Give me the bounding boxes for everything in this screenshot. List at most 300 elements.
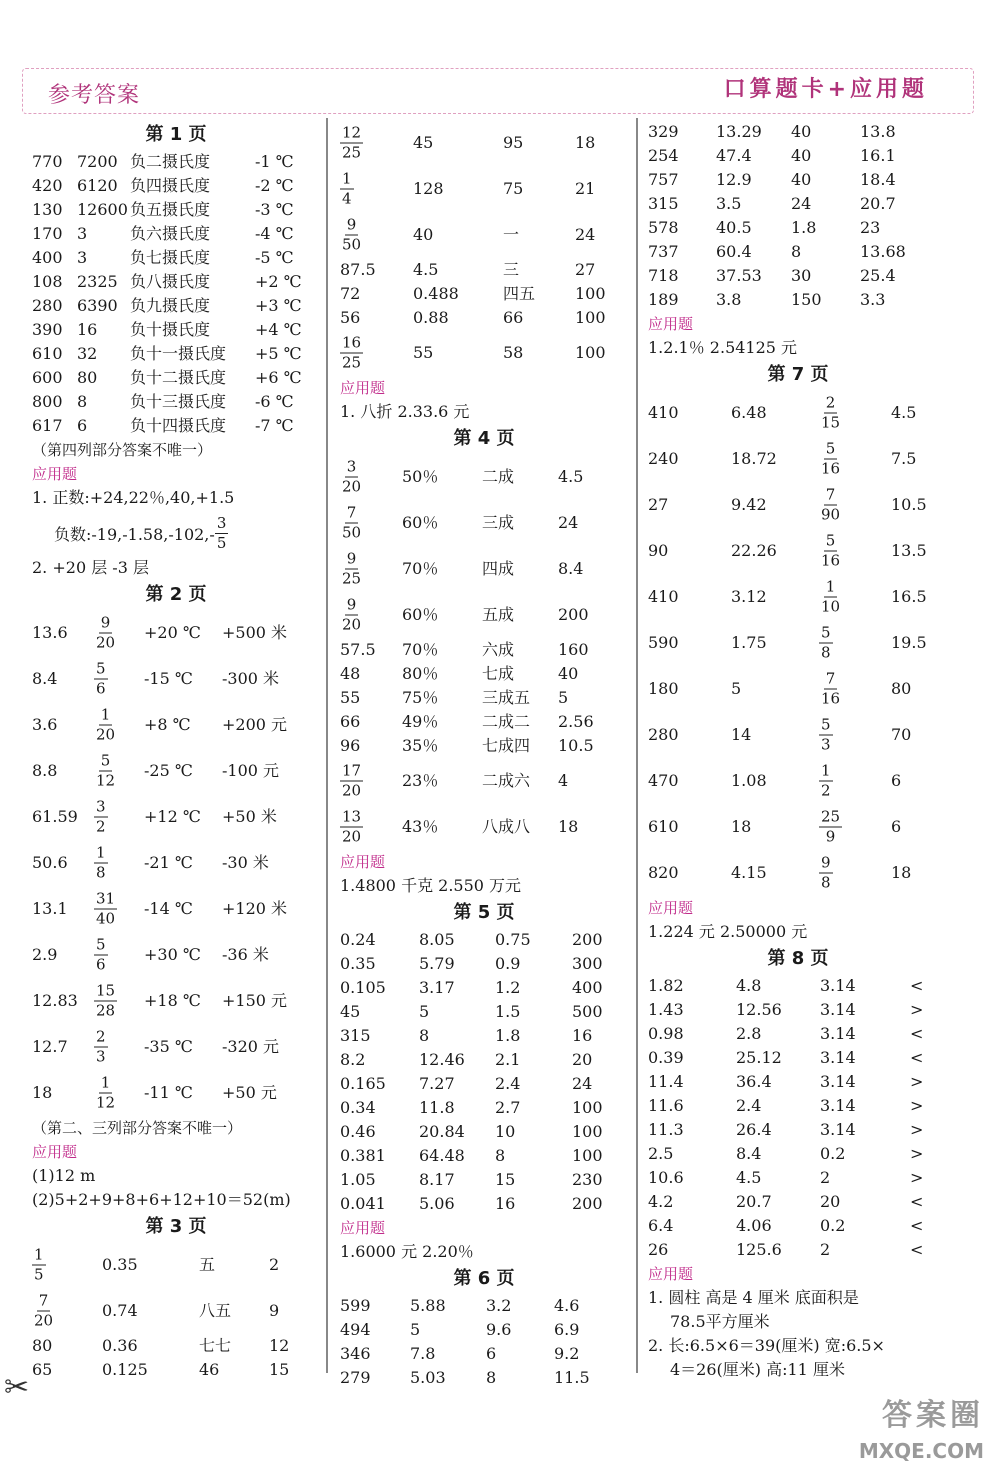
table-cell: 八成八 [482,817,531,837]
table-cell: 七七 [199,1336,232,1356]
table-cell: 5.03 [410,1368,446,1388]
table-row [340,1000,628,1024]
table-cell: 0.2 [820,1216,846,1236]
table-row [648,1094,948,1118]
table-cell: 6.9 [554,1320,580,1340]
table-cell: 4.6 [554,1296,580,1316]
table-cell: +2 ℃ [255,272,302,292]
table-cell: > [910,1120,924,1140]
fraction [94,1027,108,1066]
table-cell: 125.6 [736,1240,782,1260]
table-cell: 72 [340,284,361,304]
table-cell: 12.56 [736,1000,782,1020]
fraction [340,503,363,542]
answer-table [32,610,320,1116]
table-cell: 189 [648,290,679,310]
fraction [94,797,108,836]
table-cell: > [910,1000,924,1020]
table-cell: +20 ℃ [144,623,201,643]
table-cell: 75 [503,179,524,199]
table-cell: 280 [648,725,679,745]
table-row [648,712,948,758]
page-title: 第 2 页 [145,584,207,605]
denominator: 20 [96,633,116,652]
table-cell: 40 [413,225,434,245]
table-row [340,500,628,546]
table-row [648,144,948,168]
table-cell: 15 [269,1360,290,1380]
table-cell: 60％ [402,513,439,533]
table-cell: 240 [648,449,679,469]
app-section-label: 应用题 [648,1265,694,1283]
table-cell: 8 [486,1368,497,1388]
table-cell: 0.9 [495,954,521,974]
table-cell: 280 [32,296,63,316]
table-cell: 3 [77,248,88,268]
fraction [819,531,842,570]
numerator: 7 [38,1291,49,1310]
table-cell: 128 [413,179,444,199]
answer-table [340,1294,628,1390]
watermark [859,1395,984,1465]
table-cell: +5 ℃ [255,344,302,364]
table-cell: 230 [572,1170,603,1190]
table-cell: < [910,1192,924,1212]
denominator: 8 [96,863,106,882]
numerator: 7 [825,669,836,688]
table-cell: 9.2 [554,1344,580,1364]
table-cell: 二成二 [482,712,531,732]
table-cell: 16.5 [891,587,927,607]
table-cell: 200 [558,605,589,625]
table-row [648,1238,948,1262]
table-row [340,454,628,500]
table-cell: -5 ℃ [255,248,294,268]
table-cell: 1.08 [731,771,767,791]
table-cell: 20.7 [736,1192,772,1212]
table-cell: -2 ℃ [255,176,294,196]
numerator: 3 [346,457,357,476]
table-cell: 8.4 [32,669,58,689]
table-cell: 60％ [402,605,439,625]
fraction [819,669,842,708]
numerator: 1 [342,169,352,188]
table-cell: 13.8 [860,122,896,142]
table-cell: 4.5 [558,467,584,487]
table-row [648,264,948,288]
table-cell: 3.14 [820,1120,856,1140]
table-row [648,1046,948,1070]
table-cell: 4.8 [736,976,762,996]
table-cell: 五 [199,1255,216,1275]
table-cell: 590 [648,633,679,653]
table-cell: < [910,1216,924,1236]
table-row [340,976,628,1000]
table-cell: 26.4 [736,1120,772,1140]
table-cell: 170 [32,224,63,244]
table-row [32,702,320,748]
table-cell: 七成 [482,664,515,684]
table-cell: 130 [32,200,63,220]
app-answer: 4＝26(厘米) 高:11 厘米 [670,1360,845,1379]
table-row [32,794,320,840]
table-row [648,216,948,240]
table-cell: 2.9 [32,945,58,965]
table-cell: < [910,1240,924,1260]
table-cell: 1.5 [495,1002,521,1022]
table-cell: 6.48 [731,403,767,423]
table-cell: 21 [575,179,596,199]
table-cell: 0.2 [820,1144,846,1164]
denominator: 3 [96,1047,106,1066]
answer-table [340,454,628,850]
table-row [648,666,948,712]
table-cell: 36.4 [736,1072,772,1092]
table-cell: 49％ [402,712,439,732]
table-cell: 0.34 [340,1098,376,1118]
watermark-logo-text: 答案圈 [882,1398,984,1433]
table-cell: 37.53 [716,266,762,286]
table-cell: 五成 [482,605,515,625]
fraction [819,577,842,616]
app-answer: 1.4800 千克 2.550 万元 [340,876,522,895]
denominator: 25 [342,143,362,162]
table-cell: 15 [495,1170,516,1190]
table-cell: 7200 [77,152,118,172]
table-cell: 0.165 [340,1074,386,1094]
page-title: 第 1 页 [145,124,207,145]
table-cell: 95 [503,133,524,153]
table-row [648,436,948,482]
numerator: 9 [100,613,111,632]
app-section-label: 应用题 [648,315,694,333]
table-cell: 3.14 [820,1072,856,1092]
fraction [94,889,117,928]
table-cell: 1.8 [791,218,817,238]
table-cell: 8 [791,242,802,262]
table-cell: 757 [648,170,679,190]
table-cell: 66 [340,712,361,732]
table-cell: 346 [340,1344,371,1364]
table-cell: 24 [558,513,579,533]
table-cell: 一 [503,225,520,245]
table-cell: -21 ℃ [144,853,193,873]
table-row [648,528,948,574]
app-answer: 1. 正数:+24,22％,40,+1.5 [32,488,235,507]
table-cell: -1 ℃ [255,152,294,172]
fraction [94,935,108,974]
watermark-url: MXQE.COM [858,1439,984,1463]
app-answer: 1.224 元 2.50000 元 [648,922,808,941]
fraction [819,485,842,524]
table-row [32,246,320,270]
table-cell: 8 [77,392,88,412]
numerator: 31 [96,889,116,908]
numerator: 5 [825,439,836,458]
table-cell: 315 [340,1026,371,1046]
table-cell: 500 [572,1002,603,1022]
table-cell: 60.4 [716,242,752,262]
table-cell: 2.4 [736,1096,762,1116]
table-row [32,1024,320,1070]
table-cell: +120 米 [222,899,288,919]
table-row [32,150,320,174]
table-row [340,212,628,258]
table-cell: 负五摄氏度 [130,200,211,220]
table-row [32,932,320,978]
table-cell: 2.1 [495,1050,521,1070]
numerator: 16 [342,333,362,352]
table-cell: 负十三摄氏度 [130,392,227,412]
table-cell: 3.2 [486,1296,512,1316]
app-answer: 2. 长:6.5×6＝39(厘米) 宽:6.5× [648,1336,885,1355]
table-cell: 3.14 [820,1096,856,1116]
numerator: 1 [96,843,106,862]
fraction: $\frac{3}{5}$ [216,513,227,552]
table-cell: 14 [731,725,752,745]
table-cell: 0.98 [648,1024,684,1044]
table-cell: 11.8 [419,1098,455,1118]
numerator: 7 [346,503,357,522]
table-cell: 254 [648,146,679,166]
table-row [340,638,628,662]
table-row [32,366,320,390]
table-cell: 8.17 [419,1170,455,1190]
app-answer-text: 负数:-19,-1.58,-102,- [54,524,215,544]
answer-column-2 [340,120,628,1390]
table-cell: 8.05 [419,930,455,950]
denominator: 16 [821,689,841,708]
table-cell: 1.05 [340,1170,376,1190]
table-cell: 13.29 [716,122,762,142]
table-row [340,166,628,212]
table-cell: 八五 [199,1301,232,1321]
table-cell: 24 [575,225,596,245]
denominator: 16 [821,459,841,478]
table-row [32,198,320,222]
note: （第二、三列部分答案不唯一） [32,1119,243,1137]
table-cell: 3.5 [716,194,742,214]
table-cell: 470 [648,771,679,791]
table-row [32,1242,320,1288]
table-cell: -11 ℃ [144,1083,193,1103]
numerator: 9 [346,215,357,234]
denominator: 16 [821,551,841,570]
table-cell: 55 [413,343,434,363]
denominator: 20 [342,615,362,634]
table-cell: 20.84 [419,1122,465,1142]
table-row [32,748,320,794]
table-cell: 61.59 [32,807,78,827]
table-row [648,1022,948,1046]
table-cell: 10 [495,1122,516,1142]
table-cell: 10.5 [891,495,927,515]
table-cell: < [910,1048,924,1068]
denominator: 12 [96,771,116,790]
table-cell: 6390 [77,296,118,316]
table-cell: +8 ℃ [144,715,191,735]
numerator: 25 [821,807,841,826]
table-row [340,1144,628,1168]
table-cell: 4 [558,771,569,791]
app-answer: (1)12 m [32,1166,96,1185]
table-cell: 24 [572,1074,593,1094]
app-section-label: 应用题 [32,1143,78,1161]
table-cell: 6 [891,771,902,791]
table-cell: 617 [32,416,63,436]
table-cell: 11.6 [648,1096,684,1116]
table-row [648,804,948,850]
numerator: 17 [342,761,362,780]
table-cell: 55 [340,688,361,708]
table-cell: 8 [419,1026,430,1046]
table-cell: 64.48 [419,1146,465,1166]
app-answer: 1. 圆柱 高是 4 厘米 底面积是 [648,1288,859,1307]
table-cell: 4.06 [736,1216,772,1236]
table-cell: 400 [32,248,63,268]
app-answer: 1.6000 元 2.20％ [340,1242,474,1261]
table-cell: 9.6 [486,1320,512,1340]
table-cell: 18 [558,817,579,837]
table-cell: 43％ [402,817,439,837]
table-cell: 718 [648,266,679,286]
table-cell: 70％ [402,559,439,579]
table-cell: 5 [419,1002,430,1022]
fraction [340,169,354,208]
table-cell: 1.2 [495,978,521,998]
fraction [94,659,108,698]
table-cell: 610 [32,344,63,364]
table-cell: 46 [199,1360,220,1380]
table-cell: 11.5 [554,1368,590,1388]
table-cell: 9 [269,1301,280,1321]
table-cell: 3.6 [32,715,58,735]
table-cell: 18 [731,817,752,837]
table-cell: 12.46 [419,1050,465,1070]
app-answer: 2. +20 层 -3 层 [32,558,149,577]
denominator: 2 [821,781,831,800]
table-cell: 12600 [77,200,128,220]
app-section-label: 应用题 [340,379,386,397]
table-cell: -320 元 [222,1037,280,1057]
table-cell: 4.2 [648,1192,674,1212]
table-cell: 4.5 [736,1168,762,1188]
table-cell: 3.14 [820,1024,856,1044]
table-row [32,1288,320,1334]
table-cell: 50.6 [32,853,68,873]
table-cell: 6120 [77,176,118,196]
table-cell: 3 [77,224,88,244]
app-answer: 1. 八折 2.33.6 元 [340,402,470,421]
table-cell: 0.381 [340,1146,386,1166]
table-cell: +150 元 [222,991,288,1011]
fraction [340,595,363,634]
table-cell: 0.46 [340,1122,376,1142]
numerator: 5 [100,751,111,770]
table-cell: 8.4 [558,559,584,579]
table-cell: 2 [820,1240,831,1260]
table-cell: 三成五 [482,688,531,708]
denominator: 6 [96,955,106,974]
table-cell: -36 米 [222,945,269,965]
column-divider [636,118,638,1373]
table-cell: +6 ℃ [255,368,302,388]
fraction [340,761,363,800]
table-cell: +200 元 [222,715,288,735]
table-cell: 180 [648,679,679,699]
table-cell: 40 [558,664,579,684]
table-row [340,1024,628,1048]
table-cell: 75％ [402,688,439,708]
header-right-title: 口算题卡+应用题 [723,77,928,102]
table-cell: 45 [340,1002,361,1022]
table-cell: 3.14 [820,976,856,996]
numerator: 5 [96,935,106,954]
denominator: 3 [821,735,831,754]
app-answer: (2)5+2+9+8+6+12+10＝52(m) [32,1190,291,1209]
table-cell: 13.68 [860,242,906,262]
table-row [648,1142,948,1166]
table-cell: 0.105 [340,978,386,998]
fraction [819,715,833,754]
table-cell: -25 ℃ [144,761,193,781]
denominator: 2 [96,817,106,836]
table-cell: 25.12 [736,1048,782,1068]
table-cell: 0.88 [413,308,449,328]
table-cell: 494 [340,1320,371,1340]
table-cell: +12 ℃ [144,807,201,827]
table-cell: 40 [791,146,812,166]
fraction [819,853,833,892]
numerator: 2 [96,1027,106,1046]
numerator: 12 [342,123,362,142]
denominator: 9 [825,827,836,846]
table-row [648,574,948,620]
table-cell: 负十四摄氏度 [130,416,227,436]
table-row [340,1318,628,1342]
table-cell: < [910,976,924,996]
table-cell: 70 [891,725,912,745]
denominator: 15 [821,413,841,432]
table-cell: 11.3 [648,1120,684,1140]
table-row [340,1168,628,1192]
table-cell: 13.5 [891,541,927,561]
table-row [340,1294,628,1318]
table-cell: 100 [572,1098,603,1118]
table-cell: 10.6 [648,1168,684,1188]
table-row [648,620,948,666]
table-cell: 35％ [402,736,439,756]
table-cell: 1.8 [495,1026,521,1046]
table-cell: 0.39 [648,1048,684,1068]
table-cell: -3 ℃ [255,200,294,220]
table-cell: 65 [32,1360,53,1380]
numerator: 1 [825,577,836,596]
table-row [648,390,948,436]
table-cell: -100 元 [222,761,280,781]
table-cell: 四五 [503,284,536,304]
table-cell: 8 [495,1146,506,1166]
fraction [340,549,363,588]
fraction [819,807,842,846]
table-row [340,804,628,850]
page-title: 第 5 页 [453,902,515,923]
fraction [340,807,363,846]
table-cell: 3.17 [419,978,455,998]
header-left-title: 参考答案 [48,83,141,108]
table-cell: 100 [575,284,606,304]
table-cell: 负二摄氏度 [130,152,211,172]
